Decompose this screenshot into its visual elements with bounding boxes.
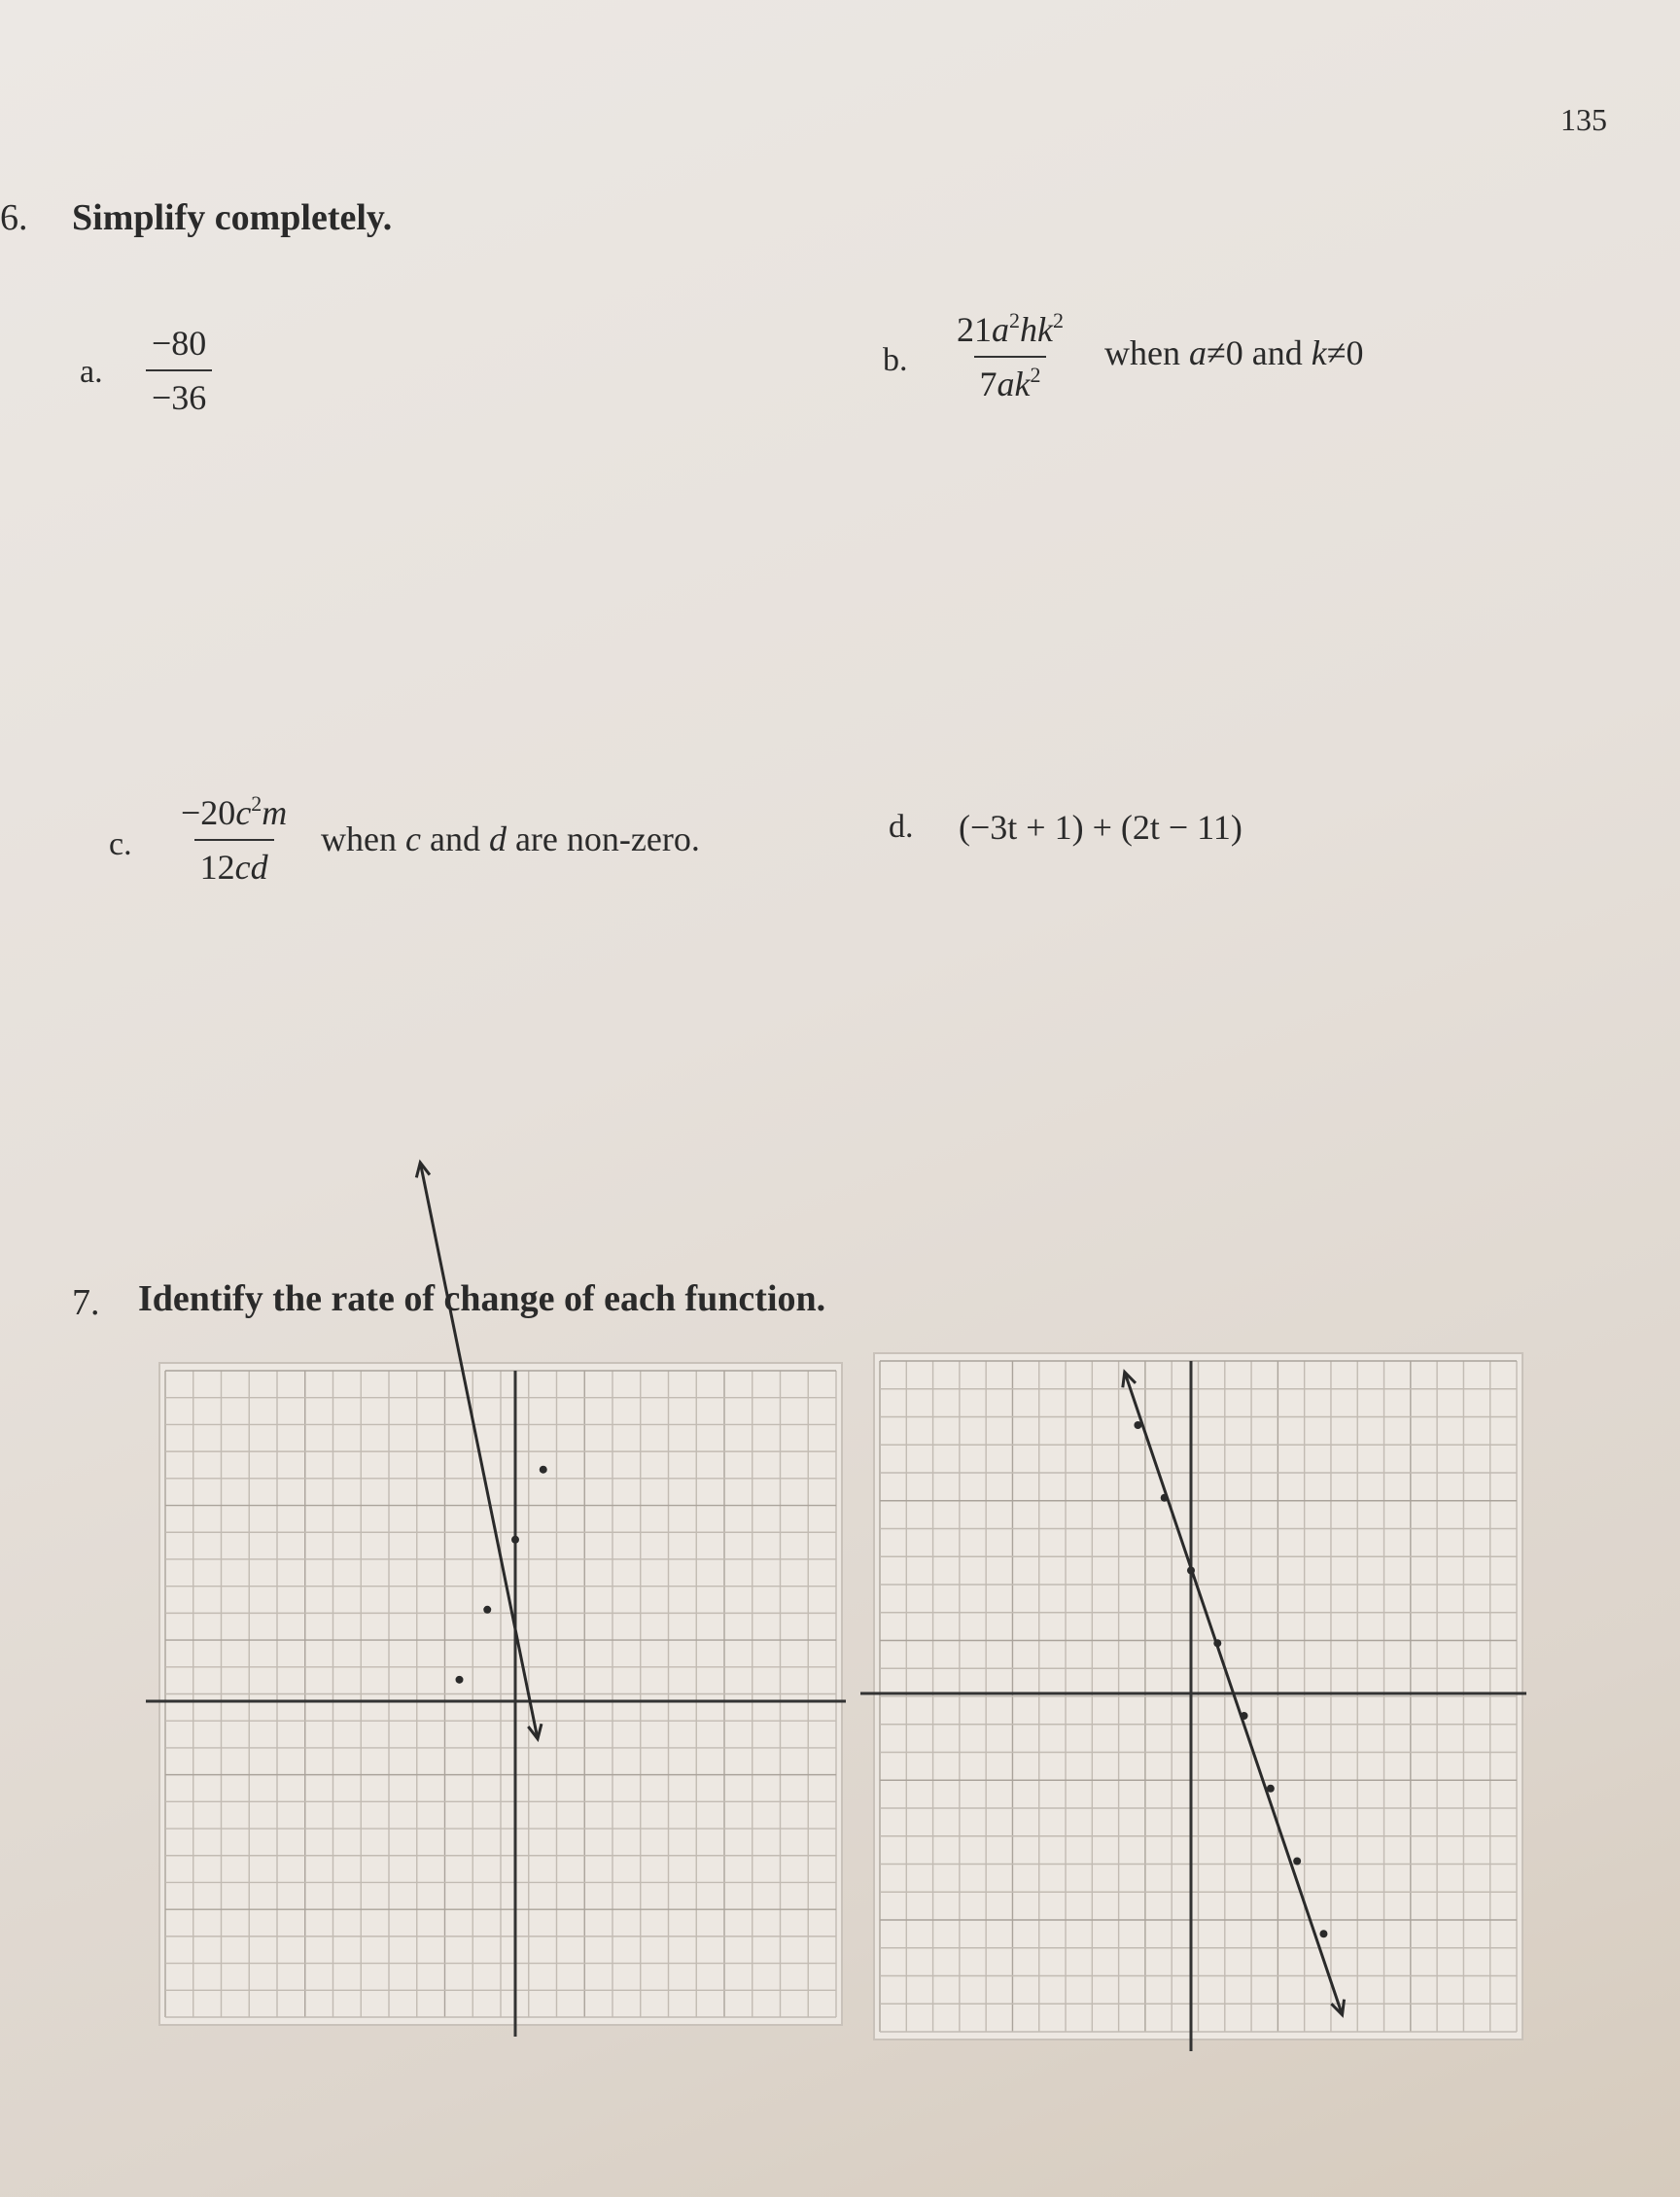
plotted-point — [456, 1676, 464, 1684]
plotted-point — [1319, 1930, 1327, 1937]
plotted-point — [1293, 1858, 1301, 1866]
item-6a-numerator: −80 — [152, 324, 207, 363]
item-6b-denominator: $7ak^2$ — [974, 356, 1047, 404]
graph-right — [860, 1353, 1526, 2051]
item-6b-label: b. — [883, 342, 908, 378]
plotted-point — [1241, 1712, 1248, 1720]
plotted-point — [1267, 1785, 1275, 1793]
item-6b-condition: when a≠0 and k≠0 — [1104, 333, 1364, 372]
plotted-point — [511, 1536, 519, 1544]
question-6-prompt: Simplify completely. — [72, 197, 393, 238]
plotted-point — [483, 1606, 491, 1614]
item-6c-numerator: $-20c^2m$ — [181, 791, 288, 832]
item-6d-label: d. — [889, 809, 914, 845]
plotted-point — [1134, 1421, 1141, 1429]
plotted-point — [540, 1466, 547, 1474]
plotted-point — [1187, 1567, 1195, 1575]
question-7-number: 7. — [72, 1282, 100, 1323]
item-6c-denominator: 12cd — [194, 839, 274, 888]
question-6-number: 6. — [0, 197, 28, 238]
plotted-point — [1161, 1494, 1169, 1502]
item-6c-label: c. — [109, 826, 132, 862]
item-6a-denominator: −36 — [146, 369, 212, 418]
question-7-prompt: Identify the rate of change of each function. — [138, 1278, 826, 1319]
page-number: 135 — [1560, 102, 1607, 137]
item-6a-label: a. — [80, 354, 103, 390]
plotted-point — [1213, 1639, 1221, 1647]
graph-left — [146, 1163, 846, 2037]
item-6b-numerator: $21a^2hk^2$ — [957, 308, 1064, 349]
item-6d-expression: (−3t + 1) + (2t − 11) — [959, 808, 1242, 847]
item-6c-condition: when c and d are non-zero. — [321, 820, 700, 858]
